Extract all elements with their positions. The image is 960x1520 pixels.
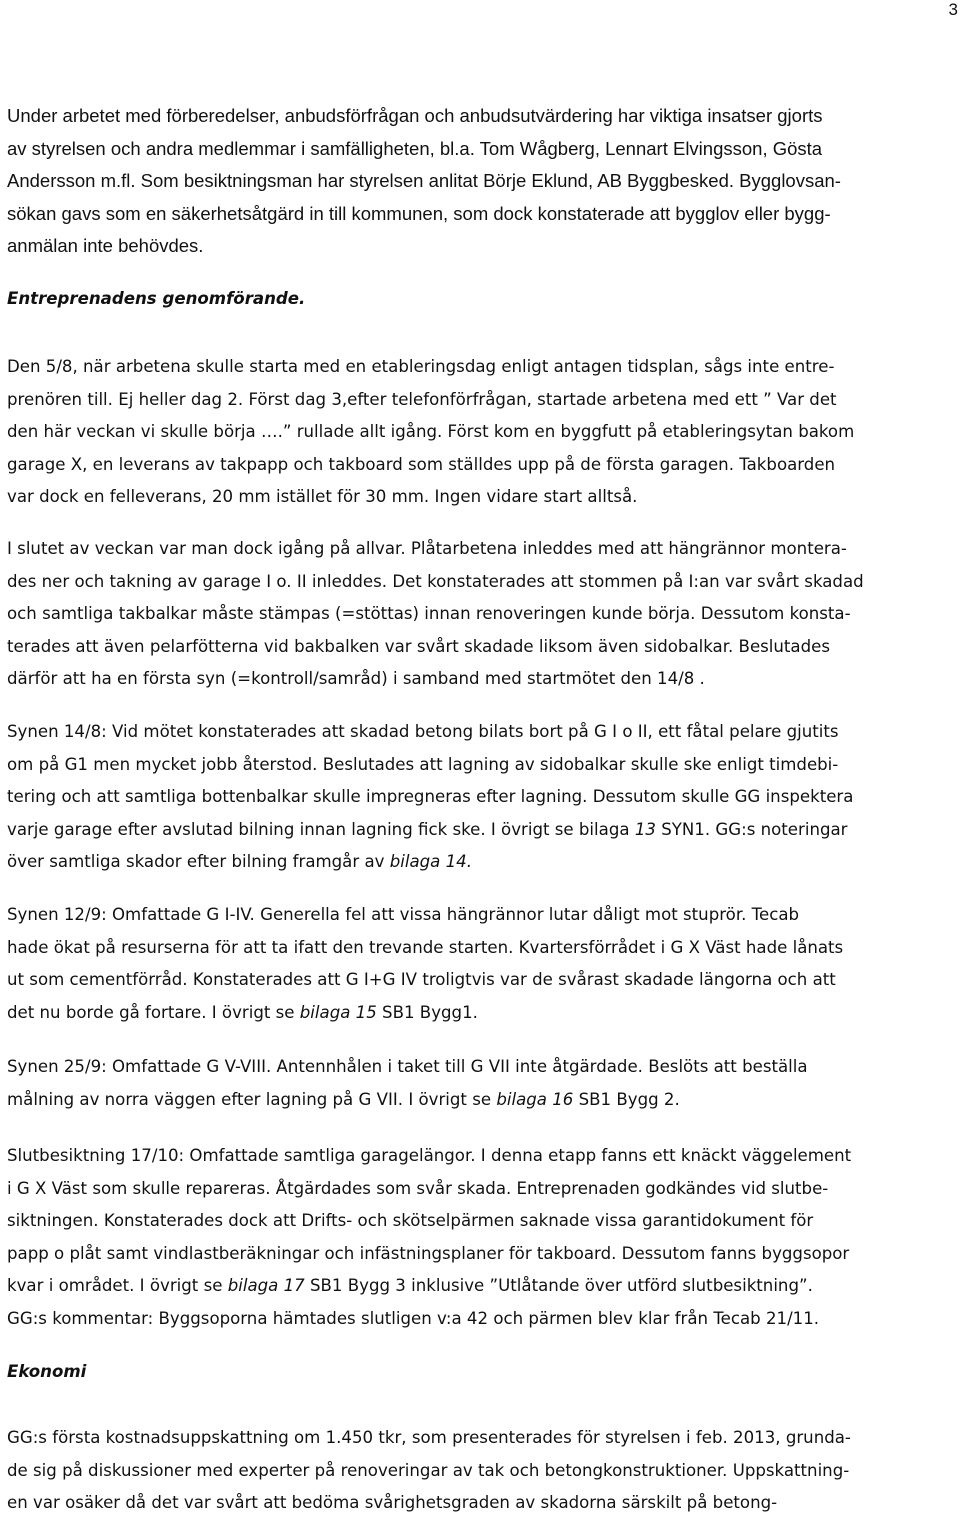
page-number: 3 [948, 0, 958, 19]
italic-text-run: bilaga 16 [496, 1089, 574, 1109]
text-line: de sig på diskussioner med experter på renoveringar av tak och betongkonstruktioner. Uppskattning- [7, 1460, 850, 1480]
text-run: SB1 Bygg 2. [573, 1089, 680, 1109]
text-line: Synen 14/8: Vid mötet konstaterades att skadad betong bilats bort på G I o II, ett fåtal pelare gjutits [7, 722, 839, 741]
text-line: anmälan inte behövdes. [7, 235, 204, 256]
italic-text-run: bilaga 14. [389, 852, 473, 871]
text-line: prenören till. Ej heller dag 2. Först dag 3,efter telefonförfrågan, startade arbetena med ett ” Var det [7, 389, 837, 409]
intro-paragraph [7, 100, 955, 263]
paragraph-syn-25-9 [7, 1051, 955, 1116]
text-line: papp o plåt samt vindlastberäkningar och infästningsplaner för takboard. Dessutom fanns byggsopor [7, 1243, 850, 1263]
text-line: garage X, en leverans av takpapp och takboard som ställdes upp på de första garagen. Takboarden [7, 454, 836, 474]
text-run: SB1 Bygg1. [376, 1002, 478, 1022]
paragraph-syn-14-8 [7, 716, 955, 879]
text-line: Slutbesiktning 17/10: Omfattade samtliga garagelängor. I denna etapp fanns ett knäckt väggelement [7, 1146, 852, 1165]
text-run: över samtliga skador efter bilning framgår av [7, 852, 390, 871]
text-line: I slutet av veckan var man dock igång på allvar. Plåtarbetena inleddes med att hängrännor montera- [7, 539, 847, 558]
heading-text: Ekonomi [7, 1362, 87, 1381]
text-line: Andersson m.fl. Som besiktningsman har styrelsen anlitat Börje Eklund, AB Byggbesked. Bygglovsan- [7, 170, 841, 191]
text-line: Synen 25/9: Omfattade G V-VIII. Antennhålen i taket till G VII inte åtgärdade. Beslöts att beställa [7, 1057, 808, 1076]
text-line: tering och att samtliga bottenbalkar skulle impregneras efter lagning. Dessutom skulle GG inspektera [7, 787, 854, 806]
text-line: Synen 12/9: Omfattade G I-IV. Generella fel att vissa hängrännor lutar dåligt mot stuprör. Tecab [7, 905, 800, 924]
text-line: av styrelsen och andra medlemmar i samfälligheten, bl.a. Tom Wågberg, Lennart Elvingsson, Gösta [7, 137, 823, 159]
text-line: GG:s första kostnadsuppskattning om 1.450 tkr, som presenterades för styrelsen i feb. 2013, grunda- [7, 1428, 851, 1447]
text-line: GG:s kommentar: Byggsoporna hämtades slutligen v:a 42 och pärmen blev klar från Tecab 21/11. [7, 1308, 820, 1328]
text-line [7, 997, 955, 1030]
section-heading-ekonomi [7, 1356, 955, 1389]
heading-text: Entreprenadens genomförande. [7, 289, 306, 308]
text-line: sökan gavs som en säkerhetsåtgärd in till kommunen, som dock konstaterade att bygglov eller bygg- [7, 202, 831, 224]
text-line: och samtliga takbalkar måste stämpas (=stöttas) innan renoveringen kunde börja. Dessutom konsta- [7, 604, 851, 623]
paragraph-ekonomi [7, 1422, 955, 1520]
text-run: målning av norra väggen efter lagning på G VII. I övrigt se [7, 1089, 497, 1109]
text-line: i G X Väst som skulle repareras. Åtgärdades som svår skada. Entreprenaden godkändes vid slutbe- [7, 1178, 829, 1198]
text-line: hade ökat på resurserna för att ta ifatt den trevande starten. Kvartersförrådet i G X Väst hade lånats [7, 937, 844, 957]
text-line: var dock en felleverans, 20 mm istället för 30 mm. Ingen vidare start alltså. [7, 487, 638, 506]
paragraph-allvar [7, 533, 955, 696]
text-run: SB1 Bygg 3 inklusive ”Utlåtande över utförd slutbesiktning”. [304, 1276, 813, 1295]
text-line: siktningen. Konstaterades dock att Drifts- och skötselpärmen saknade vissa garantidokument för [7, 1211, 814, 1230]
text-line [7, 846, 955, 879]
text-line: terades att även pelarfötterna vid bakbalken var svårt skadade liksom även sidobalkar. Beslutades [7, 636, 830, 656]
text-line: den här veckan vi skulle börja ….” rullade allt igång. Först kom en byggfutt på etableringsytan bakom [7, 422, 855, 441]
text-line [7, 1084, 955, 1117]
text-line: Under arbetet med förberedelser, anbudsförfrågan och anbudsutvärdering har viktiga insatser gjorts [7, 105, 823, 126]
text-line [7, 1270, 955, 1303]
paragraph-syn-12-9 [7, 899, 955, 1029]
text-line: en var osäker då det var svårt att bedöma svårighetsgraden av skadorna särskilt på betong- [7, 1493, 778, 1512]
italic-text-run: bilaga 17 [227, 1276, 305, 1295]
section-heading-entreprenad [7, 283, 955, 316]
text-line: därför att ha en första syn (=kontroll/samråd) i samband med startmötet den 14/8 . [7, 669, 705, 688]
paragraph-start [7, 351, 955, 514]
paragraph-slutbesiktning [7, 1140, 955, 1335]
text-run: det nu borde gå fortare. I övrigt se [7, 1002, 300, 1022]
italic-text-run: bilaga 15 [299, 1002, 377, 1022]
text-run: kvar i området. I övrigt se [7, 1276, 228, 1295]
text-line: ut som cementförråd. Konstaterades att G I+G IV troligtvis var de svårast skadade längorna och att [7, 970, 836, 989]
text-line: Den 5/8, när arbetena skulle starta med en etableringsdag enligt antagen tidsplan, sågs inte entre- [7, 357, 835, 376]
text-line [7, 814, 955, 847]
text-line: om på G1 men mycket jobb återstod. Beslutades att lagning av sidobalkar skulle ske enligt timdebi- [7, 754, 839, 774]
text-run: varje garage efter avslutad bilning innan lagning fick ske. I övrigt se bilaga [7, 819, 635, 839]
italic-text-run: 13 [634, 819, 656, 839]
text-run: SYN1. GG:s noteringar [655, 819, 848, 839]
text-line: des ner och takning av garage I o. II inleddes. Det konstaterades att stommen på I:an var svårt skadad [7, 571, 864, 591]
